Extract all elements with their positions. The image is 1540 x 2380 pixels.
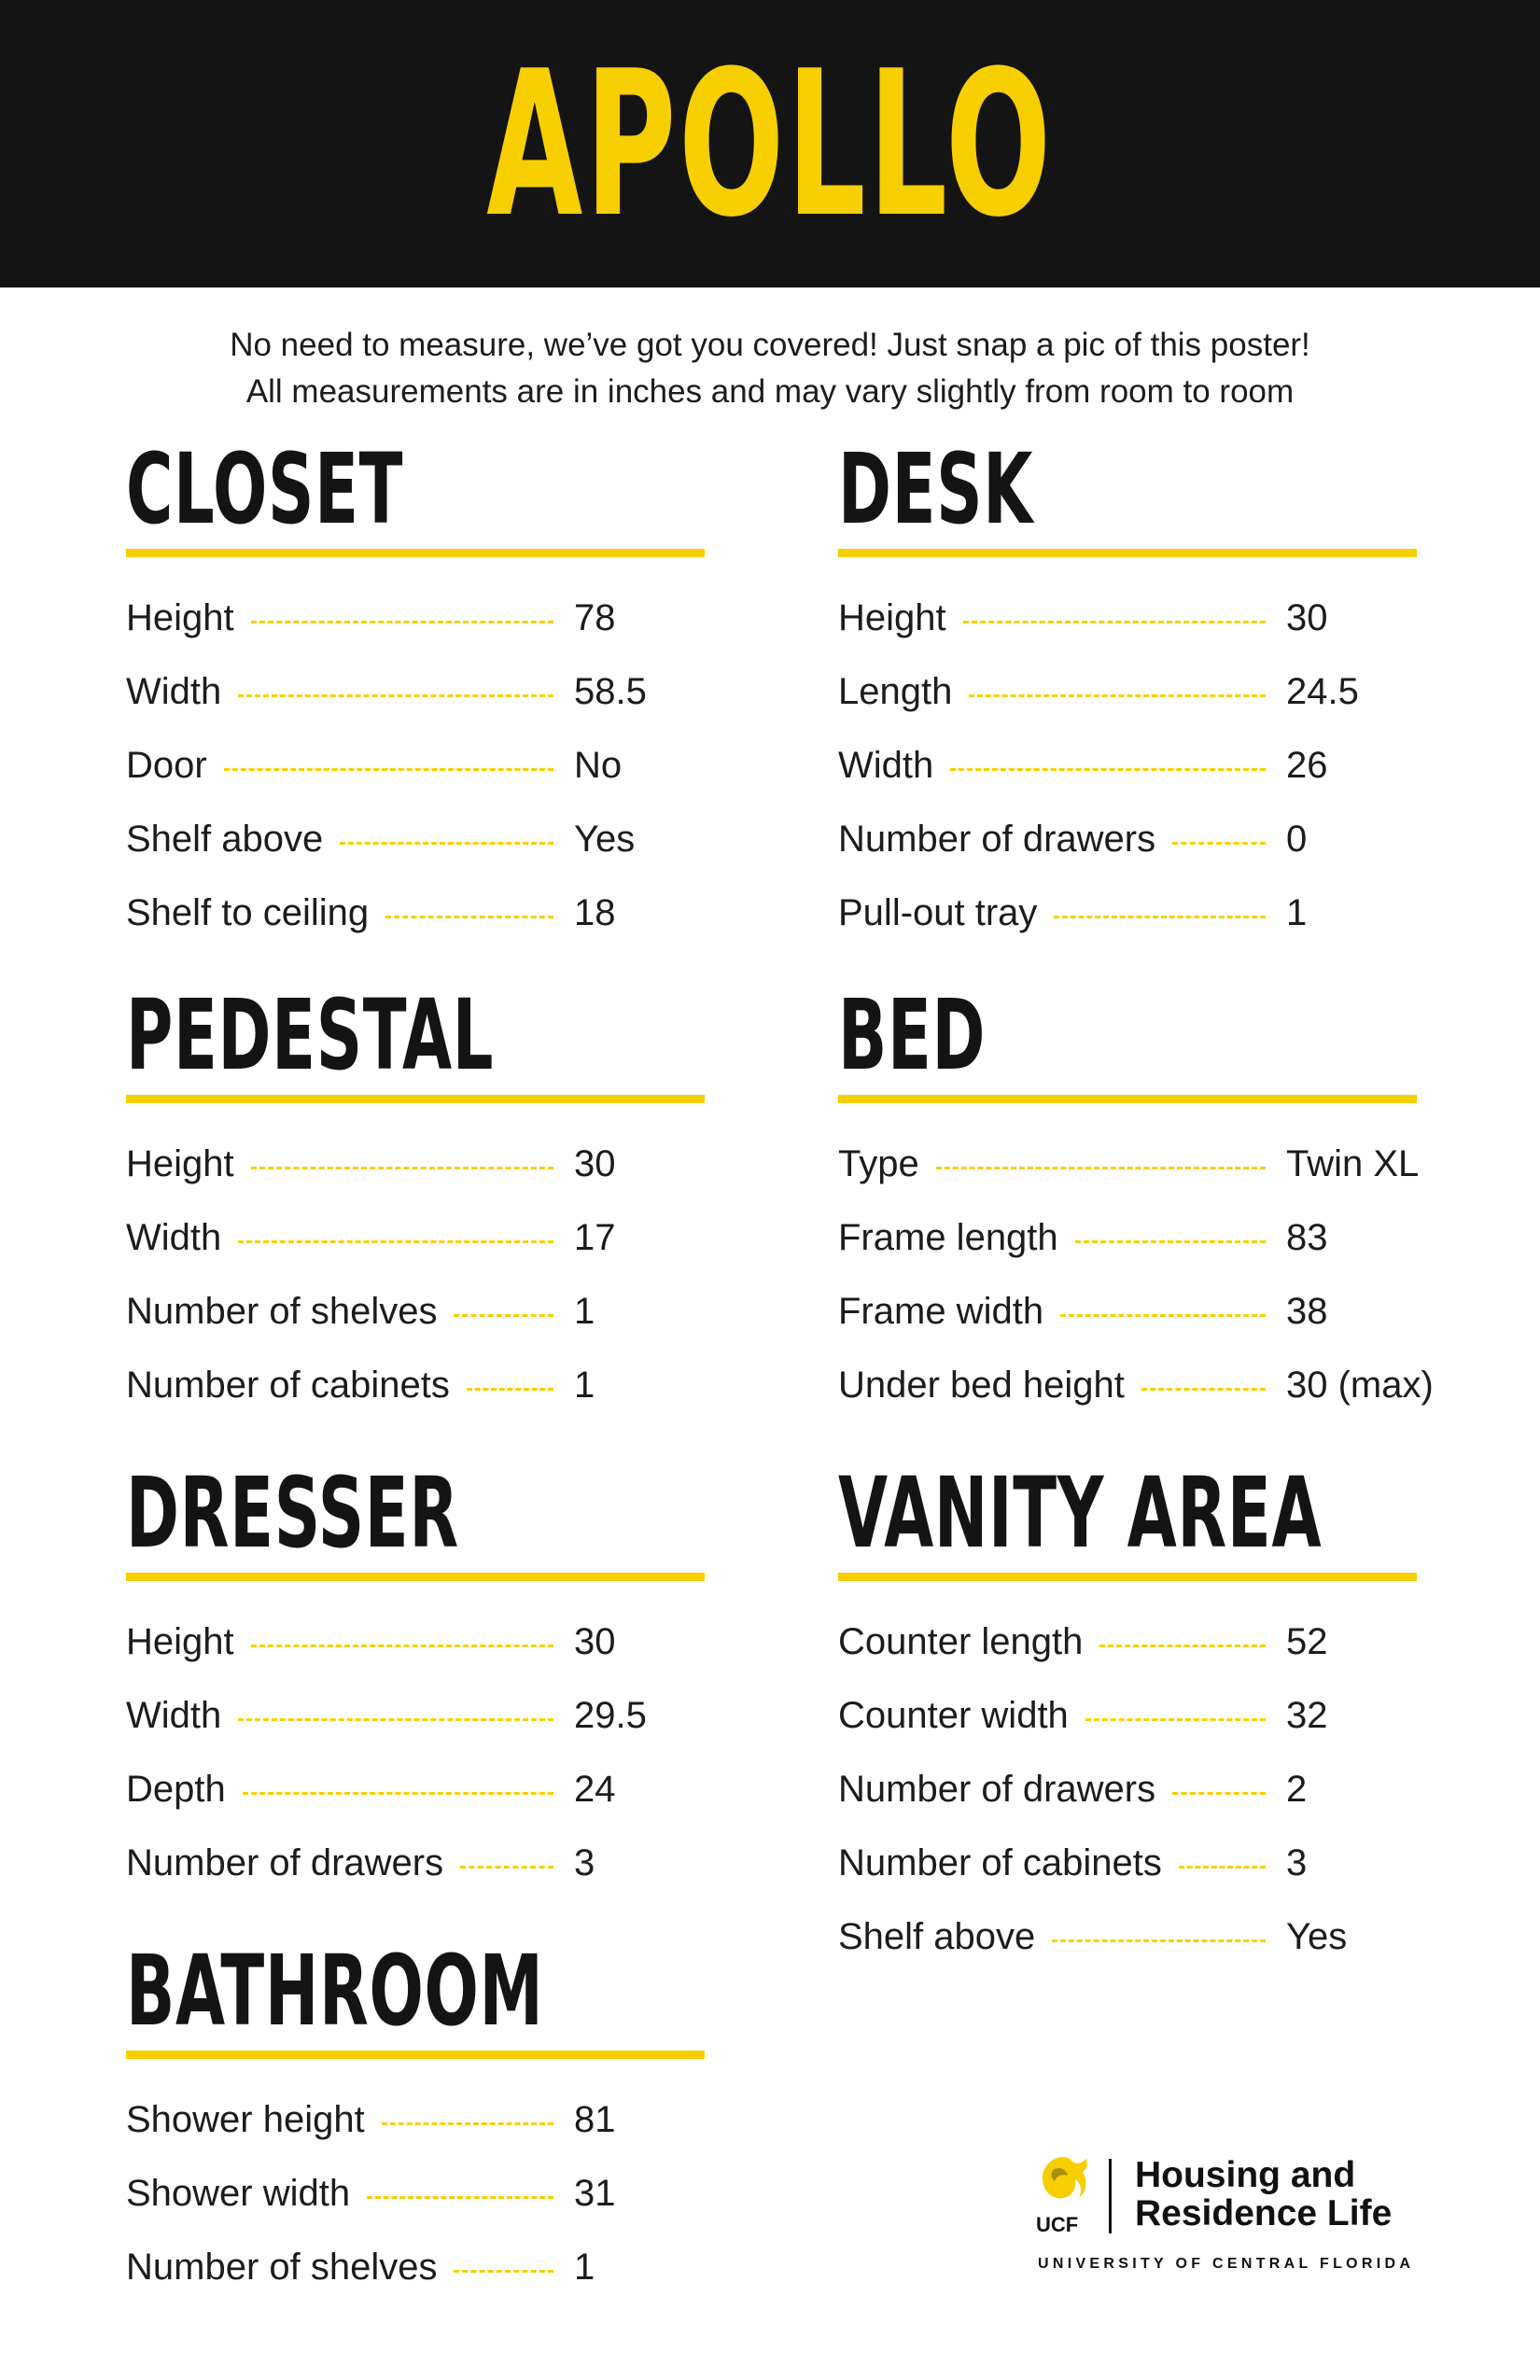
measurement-value: 24 xyxy=(574,1769,616,1810)
dotted-leader xyxy=(1141,1388,1266,1391)
measurement-value: 24.5 xyxy=(1286,671,1359,712)
measurement-row xyxy=(838,1827,1417,1900)
dotted-leader xyxy=(238,1718,553,1721)
dotted-leader xyxy=(1172,842,1266,845)
measurement-list xyxy=(838,1127,1434,1422)
section-title xyxy=(838,432,1417,557)
logo-line-1: Housing and xyxy=(1135,2155,1356,2195)
section-closet xyxy=(126,432,705,950)
measurement-label: Number of drawers xyxy=(126,1842,444,1883)
measurement-value: 31 xyxy=(574,2173,616,2214)
measurement-label: Door xyxy=(126,745,207,786)
measurement-list xyxy=(126,581,705,950)
measurement-label: Height xyxy=(126,597,234,638)
section-title-text: BATHROOM xyxy=(126,1934,544,2048)
measurement-value: 52 xyxy=(1286,1621,1328,1662)
intro-text xyxy=(0,322,1540,415)
measurement-value: Yes xyxy=(574,819,636,860)
measurement-row xyxy=(126,2083,705,2157)
dotted-leader xyxy=(936,1167,1266,1169)
section-title-text: DRESSER xyxy=(126,1456,459,1570)
intro-line-1: No need to measure, we’ve got you covered! Just snap a pic of this poster! xyxy=(230,327,1310,363)
logo-divider xyxy=(1109,2159,1112,2233)
measurement-row xyxy=(126,1753,705,1827)
measurement-row xyxy=(126,1349,705,1422)
measurement-value: 3 xyxy=(574,1842,595,1883)
measurement-value: 29.5 xyxy=(574,1695,647,1736)
measurement-label: Height xyxy=(126,1621,234,1662)
section-dresser xyxy=(126,1456,705,1900)
measurement-label: Frame width xyxy=(838,1291,1044,1332)
measurement-row xyxy=(838,803,1417,876)
measurement-label: Height xyxy=(838,597,946,638)
measurement-row xyxy=(126,1827,705,1900)
measurement-value: 18 xyxy=(574,892,616,933)
measurement-label: Under bed height xyxy=(838,1365,1125,1406)
dotted-leader xyxy=(1179,1866,1266,1869)
measurement-list xyxy=(126,2083,705,2304)
measurement-label: Number of drawers xyxy=(838,1769,1156,1810)
measurement-list xyxy=(838,581,1417,950)
measurement-label: Shower height xyxy=(126,2099,365,2140)
measurement-value: Twin XL xyxy=(1286,1143,1420,1184)
measurement-value: 1 xyxy=(574,2247,595,2288)
section-title xyxy=(838,1456,1417,1581)
measurement-list xyxy=(838,1605,1417,1974)
measurement-row xyxy=(838,876,1417,950)
dotted-leader xyxy=(1172,1792,1266,1795)
measurement-row xyxy=(838,729,1417,803)
measurement-row xyxy=(126,729,705,803)
measurement-row xyxy=(838,1127,1420,1201)
measurement-row xyxy=(126,2157,705,2231)
measurement-row xyxy=(126,2231,705,2304)
measurement-row xyxy=(126,803,705,876)
dotted-leader xyxy=(454,2270,553,2273)
measurement-row xyxy=(838,1753,1417,1827)
logo-line-2: Residence Life xyxy=(1135,2193,1393,2233)
dotted-leader xyxy=(238,694,553,697)
dotted-leader xyxy=(382,2122,553,2125)
measurement-value: 0 xyxy=(1286,819,1308,860)
ucf-wordmark: UCF xyxy=(1036,2213,1079,2236)
measurement-value: 30 xyxy=(1286,597,1328,638)
dotted-leader xyxy=(969,694,1266,697)
section-title-text: BED xyxy=(838,978,987,1092)
measurement-label: Height xyxy=(126,1143,234,1184)
section-title xyxy=(126,978,705,1103)
measurement-value: No xyxy=(574,745,623,786)
measurement-label: Shelf to ceiling xyxy=(126,892,370,933)
dotted-leader xyxy=(238,1240,553,1243)
measurement-label: Width xyxy=(126,1217,222,1258)
intro-line-2: All measurements are in inches and may vary slightly from room to room xyxy=(245,373,1295,410)
dotted-leader xyxy=(251,1167,553,1169)
housing-residence-life-logo xyxy=(1034,2151,1426,2273)
measurement-row xyxy=(126,1275,705,1349)
measurement-row xyxy=(838,1349,1434,1422)
section-bed xyxy=(838,978,1434,1422)
dotted-leader xyxy=(367,2196,553,2199)
measurement-value: 2 xyxy=(1286,1769,1308,1810)
measurement-value: 26 xyxy=(1286,745,1328,786)
dotted-leader xyxy=(1054,916,1266,918)
section-title-text: VANITY AREA xyxy=(838,1456,1323,1570)
dotted-leader xyxy=(1075,1240,1266,1243)
measurement-row xyxy=(838,1201,1417,1275)
measurement-label: Number of shelves xyxy=(126,2247,438,2288)
logo-brand-text xyxy=(1135,2156,1392,2233)
dotted-leader xyxy=(1060,1314,1266,1317)
measurement-label: Depth xyxy=(126,1769,226,1810)
dotted-leader xyxy=(1099,1645,1266,1647)
dotted-leader xyxy=(454,1314,553,1317)
measurement-row xyxy=(126,1127,705,1201)
dotted-leader xyxy=(340,842,553,845)
measurement-value: 1 xyxy=(574,1365,595,1406)
measurement-value: 81 xyxy=(574,2099,616,2140)
measurement-value: 1 xyxy=(574,1291,595,1332)
dotted-leader xyxy=(385,916,553,918)
measurement-row xyxy=(838,1605,1417,1679)
measurement-value: Yes xyxy=(1286,1916,1348,1957)
dotted-leader xyxy=(467,1388,553,1391)
dotted-leader xyxy=(1052,1939,1266,1942)
measurement-value: 83 xyxy=(1286,1217,1328,1258)
dotted-leader xyxy=(963,621,1266,623)
measurement-row xyxy=(126,1605,705,1679)
measurement-row xyxy=(126,876,705,950)
measurement-value: 38 xyxy=(1286,1291,1328,1332)
university-name: UNIVERSITY OF CENTRAL FLORIDA xyxy=(1038,2256,1415,2272)
measurement-row xyxy=(126,581,705,655)
dotted-leader xyxy=(950,768,1266,771)
measurement-label: Length xyxy=(838,671,953,712)
measurement-label: Width xyxy=(126,671,222,712)
measurement-label: Type xyxy=(838,1143,919,1184)
section-title xyxy=(126,1934,705,2059)
measurement-value: 78 xyxy=(574,597,616,638)
measurement-row xyxy=(838,1679,1417,1753)
measurement-value: 58.5 xyxy=(574,671,647,712)
dotted-leader xyxy=(224,768,553,771)
section-title-text: CLOSET xyxy=(126,432,404,546)
dotted-leader xyxy=(460,1866,553,1869)
measurement-label: Number of cabinets xyxy=(838,1842,1162,1883)
dotted-leader xyxy=(251,1645,553,1647)
measurement-row xyxy=(838,655,1417,729)
measurement-value: 1 xyxy=(1286,892,1308,933)
measurement-label: Pull-out tray xyxy=(838,892,1038,933)
measurement-row xyxy=(838,1900,1417,1974)
dotted-leader xyxy=(251,621,553,623)
measurement-label: Counter width xyxy=(838,1695,1069,1736)
measurement-label: Width xyxy=(838,745,934,786)
measurement-row xyxy=(838,1275,1417,1349)
measurement-list xyxy=(126,1127,705,1422)
measurement-label: Shower width xyxy=(126,2173,351,2214)
measurement-row xyxy=(838,581,1417,655)
section-desk xyxy=(838,432,1417,950)
measurement-label: Number of drawers xyxy=(838,819,1156,860)
page-title: APOLLO xyxy=(486,26,1054,261)
measurement-list xyxy=(126,1605,705,1900)
measurement-label: Number of shelves xyxy=(126,1291,438,1332)
measurement-row xyxy=(126,655,705,729)
section-title-text: DESK xyxy=(838,432,1034,546)
measurement-row xyxy=(126,1201,705,1275)
section-title-text: PEDESTAL xyxy=(126,978,495,1092)
section-bathroom xyxy=(126,1934,705,2304)
header-banner xyxy=(0,0,1540,287)
section-title xyxy=(838,978,1417,1103)
section-title xyxy=(126,1456,705,1581)
measurement-label: Shelf above xyxy=(838,1916,1036,1957)
measurement-value: 32 xyxy=(1286,1695,1328,1736)
measurement-value: 17 xyxy=(574,1217,616,1258)
measurement-label: Number of cabinets xyxy=(126,1365,450,1406)
measurement-value: 30 (max) xyxy=(1286,1365,1434,1406)
measurement-row xyxy=(126,1679,705,1753)
dotted-leader xyxy=(1085,1718,1266,1721)
measurement-label: Frame length xyxy=(838,1217,1058,1258)
measurement-value: 30 xyxy=(574,1621,616,1662)
measurement-label: Shelf above xyxy=(126,819,324,860)
section-vanity-area xyxy=(838,1456,1417,1974)
dotted-leader xyxy=(243,1792,553,1795)
measurement-label: Counter length xyxy=(838,1621,1084,1662)
measurement-value: 3 xyxy=(1286,1842,1308,1883)
measurement-label: Width xyxy=(126,1695,222,1736)
section-title xyxy=(126,432,705,557)
section-pedestal xyxy=(126,978,705,1422)
measurement-value: 30 xyxy=(574,1143,616,1184)
